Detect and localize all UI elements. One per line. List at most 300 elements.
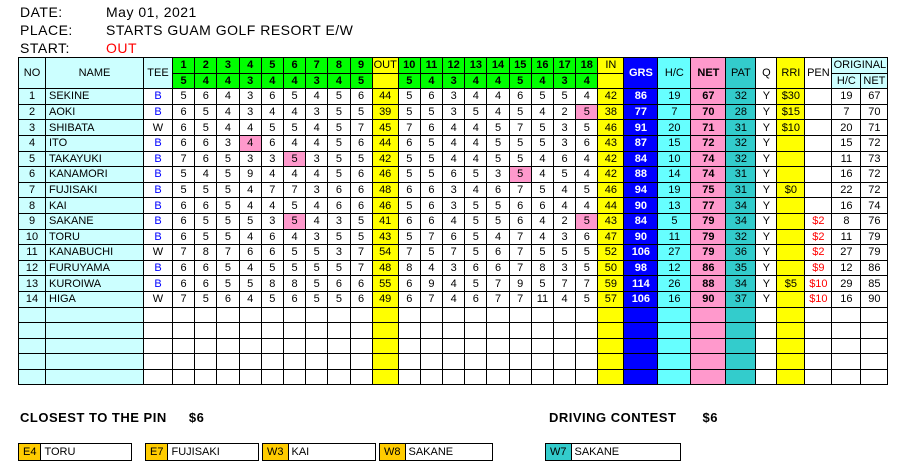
hole-score: 5 xyxy=(195,291,217,307)
hole-score: 6 xyxy=(350,198,372,214)
hole-header: 14 xyxy=(487,58,509,74)
hole-score: 4 xyxy=(306,213,328,229)
hole-score: 4 xyxy=(261,104,283,120)
hole-score: 5 xyxy=(328,135,350,151)
in-total: 46 xyxy=(598,182,624,198)
hole-score: 5 xyxy=(261,120,283,136)
empty-cell xyxy=(350,354,372,370)
hole-score: 5 xyxy=(217,167,239,183)
col-hc-header: H/C xyxy=(658,58,691,89)
player-rri: $5 xyxy=(777,276,805,292)
player-rri: $15 xyxy=(777,104,805,120)
empty-cell xyxy=(398,369,420,385)
empty-cell xyxy=(861,338,888,354)
hole-score: 5 xyxy=(350,104,372,120)
player-q: Y xyxy=(756,260,777,276)
player-orig-hc: 11 xyxy=(832,229,861,245)
hole-score: 6 xyxy=(173,276,195,292)
player-net: 71 xyxy=(691,120,726,136)
player-grs: 90 xyxy=(624,229,658,245)
empty-cell xyxy=(173,369,195,385)
player-row xyxy=(19,104,888,120)
player-pat: 28 xyxy=(726,104,756,120)
empty-cell xyxy=(805,369,832,385)
player-name: KANAMORI xyxy=(46,167,144,183)
player-no: 1 xyxy=(19,89,46,105)
hole-score: 5 xyxy=(465,213,487,229)
col-grs-header: GRS xyxy=(624,58,658,89)
player-net: 79 xyxy=(691,213,726,229)
player-name: ITO xyxy=(46,135,144,151)
par-cell: 5 xyxy=(173,73,195,89)
hole-score: 4 xyxy=(554,291,576,307)
par-cell: 4 xyxy=(217,73,239,89)
empty-cell xyxy=(756,354,777,370)
hole-score: 3 xyxy=(306,151,328,167)
empty-cell xyxy=(624,338,658,354)
par-cell: 4 xyxy=(487,73,509,89)
hole-score: 6 xyxy=(350,167,372,183)
hole-score: 3 xyxy=(443,104,465,120)
player-rri xyxy=(777,229,805,245)
par-cell: 4 xyxy=(465,73,487,89)
hole-score: 5 xyxy=(398,167,420,183)
hole-score: 8 xyxy=(531,260,553,276)
hole-score: 5 xyxy=(531,276,553,292)
hole-score: 8 xyxy=(195,245,217,261)
in-total: 42 xyxy=(598,89,624,105)
hole-score: 6 xyxy=(509,89,531,105)
hole-score: 6 xyxy=(217,291,239,307)
hole-score: 6 xyxy=(173,229,195,245)
hole-score: 4 xyxy=(306,120,328,136)
hole-score: 3 xyxy=(554,135,576,151)
hole-score: 6 xyxy=(554,151,576,167)
empty-cell xyxy=(217,307,239,323)
closest-hole-4: W8 xyxy=(380,444,406,460)
date-label: DATE: xyxy=(20,4,63,20)
empty-cell xyxy=(509,369,531,385)
empty-cell xyxy=(261,307,283,323)
player-tee: B xyxy=(144,151,173,167)
empty-cell xyxy=(756,323,777,339)
hole-score: 6 xyxy=(398,276,420,292)
player-tee: B xyxy=(144,198,173,214)
empty-cell xyxy=(576,369,598,385)
player-no: 10 xyxy=(19,229,46,245)
player-hc: 27 xyxy=(658,245,691,261)
hole-score: 5 xyxy=(531,182,553,198)
empty-cell xyxy=(598,338,624,354)
hole-score: 5 xyxy=(350,213,372,229)
hole-score: 9 xyxy=(239,167,261,183)
empty-cell xyxy=(658,338,691,354)
empty-cell xyxy=(306,338,328,354)
hole-score: 5 xyxy=(350,151,372,167)
hole-header: 6 xyxy=(283,58,305,74)
in-total: 50 xyxy=(598,260,624,276)
player-grs: 84 xyxy=(624,213,658,229)
hole-score: 5 xyxy=(283,213,305,229)
hole-score: 4 xyxy=(306,89,328,105)
hole-score: 5 xyxy=(554,167,576,183)
empty-cell xyxy=(598,369,624,385)
player-q: Y xyxy=(756,291,777,307)
col-net-header: NET xyxy=(691,58,726,89)
hole-score: 5 xyxy=(239,213,261,229)
empty-cell xyxy=(509,323,531,339)
player-row xyxy=(19,291,888,307)
empty-cell xyxy=(398,354,420,370)
hole-header: IN xyxy=(598,58,624,74)
empty-cell xyxy=(144,307,173,323)
empty-cell xyxy=(658,369,691,385)
empty-cell xyxy=(443,354,465,370)
empty-cell xyxy=(350,307,372,323)
hole-score: 5 xyxy=(283,151,305,167)
hole-score: 5 xyxy=(531,245,553,261)
hole-score: 6 xyxy=(261,89,283,105)
hole-score: 4 xyxy=(443,151,465,167)
place-value: STARTS GUAM GOLF RESORT E/W xyxy=(106,22,354,38)
empty-cell xyxy=(443,323,465,339)
empty-cell xyxy=(465,354,487,370)
hole-score: 4 xyxy=(531,213,553,229)
hole-score: 3 xyxy=(443,89,465,105)
player-grs: 94 xyxy=(624,182,658,198)
player-row xyxy=(19,89,888,105)
empty-cell xyxy=(805,354,832,370)
hole-score: 4 xyxy=(531,151,553,167)
hole-score: 5 xyxy=(195,229,217,245)
col-no-header: NO xyxy=(19,58,46,89)
hole-score: 5 xyxy=(173,182,195,198)
hole-score: 4 xyxy=(239,182,261,198)
start-label: START: xyxy=(20,40,70,56)
empty-cell xyxy=(217,369,239,385)
player-pen: $9 xyxy=(805,260,832,276)
driving-amount: $6 xyxy=(702,410,718,425)
hole-score: 5 xyxy=(465,245,487,261)
empty-cell xyxy=(554,307,576,323)
hole-score: 4 xyxy=(239,120,261,136)
player-rri xyxy=(777,213,805,229)
empty-cell xyxy=(420,338,442,354)
hole-header: 18 xyxy=(576,58,598,74)
hole-score: 3 xyxy=(443,182,465,198)
empty-cell xyxy=(306,369,328,385)
par-cell: 3 xyxy=(306,73,328,89)
hole-score: 5 xyxy=(509,135,531,151)
hole-score: 5 xyxy=(487,198,509,214)
hole-score: 5 xyxy=(195,213,217,229)
player-grs: 106 xyxy=(624,291,658,307)
hole-score: 5 xyxy=(328,120,350,136)
empty-row xyxy=(19,323,888,339)
hole-header: 11 xyxy=(420,58,442,74)
hole-score: 4 xyxy=(239,198,261,214)
hole-score: 4 xyxy=(306,167,328,183)
hole-score: 6 xyxy=(328,198,350,214)
empty-cell xyxy=(465,338,487,354)
empty-cell xyxy=(46,338,144,354)
empty-row xyxy=(19,307,888,323)
hole-score: 6 xyxy=(398,182,420,198)
hole-score: 3 xyxy=(239,151,261,167)
empty-cell xyxy=(217,338,239,354)
hole-header: 2 xyxy=(195,58,217,74)
empty-cell xyxy=(239,338,261,354)
hole-score: 4 xyxy=(217,104,239,120)
player-tee: B xyxy=(144,182,173,198)
hole-score: 6 xyxy=(195,151,217,167)
player-net: 72 xyxy=(691,135,726,151)
empty-cell xyxy=(576,338,598,354)
empty-cell xyxy=(350,338,372,354)
par-cell xyxy=(372,73,398,89)
hole-score: 5 xyxy=(398,89,420,105)
player-orig-net: 74 xyxy=(861,198,888,214)
empty-cell xyxy=(777,369,805,385)
hole-score: 6 xyxy=(195,260,217,276)
out-total: 44 xyxy=(372,135,398,151)
hole-header: 5 xyxy=(261,58,283,74)
player-no: 4 xyxy=(19,135,46,151)
hole-score: 5 xyxy=(328,89,350,105)
player-pat: 31 xyxy=(726,167,756,183)
hole-score: 5 xyxy=(261,291,283,307)
player-hc: 10 xyxy=(658,151,691,167)
par-cell: 3 xyxy=(554,73,576,89)
empty-cell xyxy=(19,307,46,323)
hole-score: 3 xyxy=(217,135,239,151)
empty-cell xyxy=(46,354,144,370)
player-orig-net: 79 xyxy=(861,229,888,245)
empty-cell xyxy=(726,307,756,323)
empty-cell xyxy=(46,369,144,385)
closest-name-2: FUJISAKI xyxy=(171,446,220,458)
hole-score: 5 xyxy=(465,104,487,120)
player-tee: W xyxy=(144,291,173,307)
hole-header: 4 xyxy=(239,58,261,74)
hole-score: 7 xyxy=(509,291,531,307)
player-name: KANABUCHI xyxy=(46,245,144,261)
hole-score: 4 xyxy=(239,291,261,307)
hole-score: 6 xyxy=(261,229,283,245)
hole-score: 8 xyxy=(261,276,283,292)
hole-score: 6 xyxy=(398,291,420,307)
player-row xyxy=(19,245,888,261)
empty-cell xyxy=(624,323,658,339)
empty-cell xyxy=(283,338,305,354)
hole-score: 6 xyxy=(531,198,553,214)
par-cell: 4 xyxy=(283,73,305,89)
hole-score: 7 xyxy=(398,120,420,136)
hole-score: 3 xyxy=(306,229,328,245)
hole-score: 4 xyxy=(420,260,442,276)
hole-score: 5 xyxy=(195,120,217,136)
player-row xyxy=(19,167,888,183)
player-name: SEKINE xyxy=(46,89,144,105)
par-cell: 4 xyxy=(576,73,598,89)
player-pen: $2 xyxy=(805,213,832,229)
hole-score: 5 xyxy=(420,245,442,261)
empty-cell xyxy=(487,323,509,339)
empty-cell xyxy=(46,323,144,339)
hole-score: 2 xyxy=(554,104,576,120)
player-row xyxy=(19,135,888,151)
hole-score: 5 xyxy=(328,167,350,183)
player-orig-net: 73 xyxy=(861,151,888,167)
hole-score: 7 xyxy=(509,182,531,198)
player-tee: B xyxy=(144,135,173,151)
empty-cell xyxy=(554,369,576,385)
par-cell: 4 xyxy=(328,73,350,89)
empty-cell xyxy=(487,369,509,385)
hole-score: 6 xyxy=(328,182,350,198)
hole-score: 4 xyxy=(239,229,261,245)
player-tee: B xyxy=(144,213,173,229)
hole-score: 5 xyxy=(420,151,442,167)
empty-cell xyxy=(350,323,372,339)
hole-score: 6 xyxy=(420,198,442,214)
player-name: FURUYAMA xyxy=(46,260,144,276)
hole-score: 6 xyxy=(576,135,598,151)
empty-row xyxy=(19,354,888,370)
empty-cell xyxy=(777,354,805,370)
hole-score: 4 xyxy=(443,120,465,136)
hole-score: 3 xyxy=(554,229,576,245)
driving-name-1: SAKANE xyxy=(574,446,620,458)
hole-score: 5 xyxy=(420,167,442,183)
player-hc: 26 xyxy=(658,276,691,292)
empty-cell xyxy=(328,369,350,385)
hole-score: 8 xyxy=(283,276,305,292)
empty-cell xyxy=(372,369,398,385)
hole-score: 6 xyxy=(465,291,487,307)
hole-score: 6 xyxy=(420,182,442,198)
col-name-header: NAME xyxy=(46,58,144,89)
hole-score: 7 xyxy=(398,245,420,261)
hole-score: 11 xyxy=(531,291,553,307)
player-rri: $0 xyxy=(777,182,805,198)
hole-score: 5 xyxy=(306,245,328,261)
hole-score: 7 xyxy=(420,229,442,245)
empty-cell xyxy=(195,354,217,370)
player-rri: $30 xyxy=(777,89,805,105)
empty-cell xyxy=(531,369,553,385)
player-orig-hc: 16 xyxy=(832,167,861,183)
empty-cell xyxy=(443,369,465,385)
player-pat: 31 xyxy=(726,182,756,198)
empty-cell xyxy=(173,354,195,370)
player-pat: 32 xyxy=(726,229,756,245)
empty-cell xyxy=(832,338,861,354)
empty-cell xyxy=(372,354,398,370)
date-line xyxy=(20,4,197,20)
player-name: SAKANE xyxy=(46,213,144,229)
player-pen xyxy=(805,104,832,120)
player-name: TAKAYUKI xyxy=(46,151,144,167)
player-no: 12 xyxy=(19,260,46,276)
start-line xyxy=(20,40,137,56)
player-q: Y xyxy=(756,229,777,245)
player-no: 5 xyxy=(19,151,46,167)
hole-score: 4 xyxy=(239,135,261,151)
in-total: 52 xyxy=(598,245,624,261)
hole-score: 3 xyxy=(443,198,465,214)
player-net: 79 xyxy=(691,229,726,245)
col-pat-header: PAT xyxy=(726,58,756,89)
hole-score: 4 xyxy=(531,104,553,120)
hole-score: 5 xyxy=(398,229,420,245)
empty-cell xyxy=(239,323,261,339)
player-pen xyxy=(805,151,832,167)
hole-score: 5 xyxy=(576,260,598,276)
hole-score: 5 xyxy=(283,89,305,105)
player-net: 77 xyxy=(691,198,726,214)
player-row xyxy=(19,276,888,292)
empty-cell xyxy=(144,354,173,370)
player-orig-hc: 11 xyxy=(832,151,861,167)
empty-cell xyxy=(398,323,420,339)
empty-cell xyxy=(173,338,195,354)
hole-score: 6 xyxy=(173,135,195,151)
empty-cell xyxy=(398,338,420,354)
player-name: HIGA xyxy=(46,291,144,307)
hole-score: 6 xyxy=(350,276,372,292)
hole-score: 5 xyxy=(217,213,239,229)
hole-header: 12 xyxy=(443,58,465,74)
player-orig-hc: 12 xyxy=(832,260,861,276)
empty-cell xyxy=(283,369,305,385)
hole-score: 6 xyxy=(195,89,217,105)
closest-hole-2: E7 xyxy=(146,444,168,460)
hole-score: 4 xyxy=(217,89,239,105)
player-hc: 11 xyxy=(658,229,691,245)
player-rri: $10 xyxy=(777,120,805,136)
place-label: PLACE: xyxy=(20,22,73,38)
hole-score: 4 xyxy=(554,182,576,198)
player-name: FUJISAKI xyxy=(46,182,144,198)
player-row xyxy=(19,213,888,229)
hole-score: 4 xyxy=(283,229,305,245)
player-rri xyxy=(777,198,805,214)
empty-cell xyxy=(487,338,509,354)
hole-score: 4 xyxy=(465,135,487,151)
hole-score: 4 xyxy=(465,182,487,198)
empty-cell xyxy=(261,323,283,339)
empty-cell xyxy=(195,323,217,339)
player-pat: 32 xyxy=(726,135,756,151)
hole-score: 4 xyxy=(576,89,598,105)
player-no: 6 xyxy=(19,167,46,183)
hole-score: 7 xyxy=(173,291,195,307)
hole-score: 5 xyxy=(350,229,372,245)
hole-score: 7 xyxy=(217,245,239,261)
empty-cell xyxy=(372,338,398,354)
player-grs: 91 xyxy=(624,120,658,136)
player-rri xyxy=(777,167,805,183)
closest-hole-3: W3 xyxy=(263,444,289,460)
hole-header: 3 xyxy=(217,58,239,74)
hole-score: 5 xyxy=(328,104,350,120)
col-pen-header: PEN xyxy=(805,58,832,89)
hole-header: OUT xyxy=(373,59,397,72)
hole-score: 4 xyxy=(239,260,261,276)
player-q: Y xyxy=(756,89,777,105)
hole-score: 4 xyxy=(554,198,576,214)
